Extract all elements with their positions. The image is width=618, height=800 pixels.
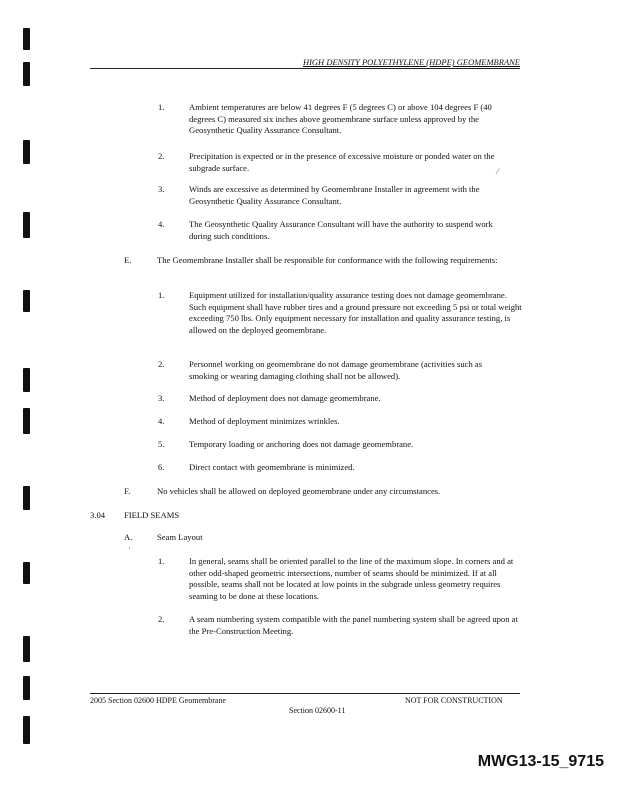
header-rule (90, 68, 520, 69)
item-number: 6. (158, 462, 165, 472)
item-number: 2. (158, 614, 165, 624)
item-number: 1. (158, 102, 165, 112)
list-item: Method of deployment minimizes wrinkles. (189, 416, 340, 426)
scan-edge-mark (23, 290, 30, 312)
list-item: Precipitation is expected or in the presence of excessive moisture or ponded water on the subgrade surface. (189, 151, 495, 173)
scan-edge-mark (23, 562, 30, 584)
list-item: In general, seams shall be oriented parallel to the line of the maximum slope. In corners and at other odd-shaped geometric intersections, number of seams should be minimized. If at all possible, seams shall not be located at low points in the subgrade unless geometry requires seaming to be done at these locations. (189, 556, 514, 601)
section-letter: F. (124, 486, 131, 496)
item-number: 1. (158, 556, 165, 566)
scan-edge-mark (23, 486, 30, 510)
footer-left: 2005 Section 02600 HDPE Geomembrane (90, 696, 226, 705)
document-id: MWG13-15_9715 (477, 753, 604, 770)
section-letter: A. (124, 532, 133, 542)
section-letter: E. (124, 255, 132, 265)
scan-edge-mark (23, 716, 30, 744)
list-item: A seam numbering system compatible with the panel numbering system shall be agreed upon at the Pre-Construction Meeting. (189, 614, 518, 636)
list-item: Ambient temperatures are below 41 degrees F (5 degrees C) or above 104 degrees F (40 degrees C) measured six inches above geomembrane surface unless approved by the Geosynthetic Quality Assurance Consultant. (189, 102, 492, 135)
scan-edge-mark (23, 28, 30, 50)
item-number: 5. (158, 439, 165, 449)
scan-artifact: · (128, 544, 131, 553)
scan-edge-mark (23, 140, 30, 164)
list-item: Method of deployment does not damage geomembrane. (189, 393, 381, 403)
item-number: 1. (158, 290, 165, 300)
section-text: No vehicles shall be allowed on deployed geomembrane under any circumstances. (157, 486, 441, 496)
list-item: Personnel working on geomembrane do not damage geomembrane (activities such as smoking or wearing damaging clothing shall not be allowed). (189, 359, 483, 381)
running-header: HIGH DENSITY POLYETHYLENE (HDPE) GEOMEMBRANE (302, 57, 520, 67)
list-item: Direct contact with geomembrane is minimized. (189, 462, 355, 472)
list-item: The Geosynthetic Quality Assurance Consultant will have the authority to suspend work during such conditions. (189, 219, 493, 241)
item-number: 2. (158, 359, 165, 369)
scan-edge-mark (23, 676, 30, 700)
item-number: 4. (158, 219, 165, 229)
section-title: FIELD SEAMS (124, 510, 180, 520)
scan-edge-mark (23, 62, 30, 86)
scan-edge-mark (23, 368, 30, 392)
item-number: 3. (158, 393, 165, 403)
footer-right: NOT FOR CONSTRUCTION (405, 696, 503, 705)
scan-edge-mark (23, 212, 30, 238)
scan-artifact: ⁄ (497, 167, 499, 176)
section-number: 3.04 (90, 510, 106, 520)
subsection-title: Seam Layout (157, 532, 203, 542)
list-item: Winds are excessive as determined by Geomembrane Installer in agreement with the Geosynthetic Quality Assurance Consultant. (189, 184, 480, 206)
scan-edge-mark (23, 408, 30, 434)
list-item: Equipment utilized for installation/quality assurance testing does not damage geomembrane. Such equipment shall have rubber tires and a ground pressure not exceeding 5 psi or total weight exceeding 750 lbs. Only equipment necessary for installation and quality assurance testing, is allowed on the deployed geomembrane. (189, 290, 522, 335)
item-number: 3. (158, 184, 165, 194)
scan-edge-mark (23, 636, 30, 662)
footer-rule (90, 693, 520, 694)
item-number: 2. (158, 151, 165, 161)
section-text: The Geomembrane Installer shall be responsible for conformance with the following requirements: (157, 255, 498, 265)
item-number: 4. (158, 416, 165, 426)
page-number: Section 02600-11 (289, 706, 346, 715)
list-item: Temporary loading or anchoring does not damage geomembrane. (189, 439, 414, 449)
